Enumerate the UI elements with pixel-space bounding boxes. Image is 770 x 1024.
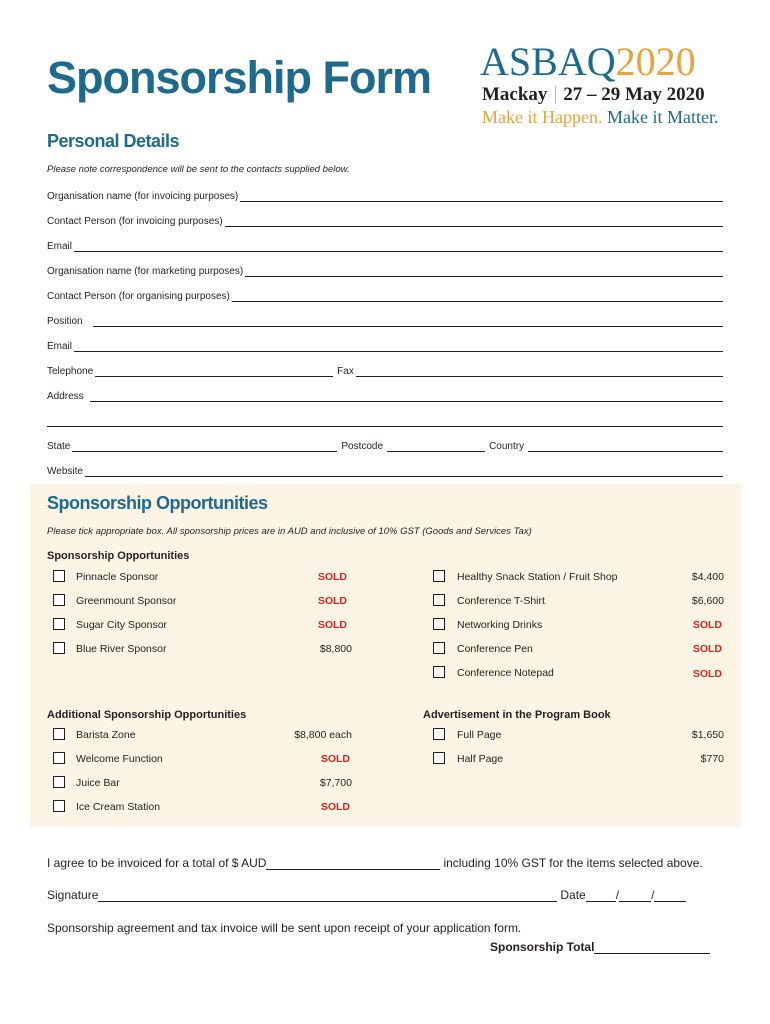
email-input-1[interactable] xyxy=(74,240,723,252)
logo-asbaq-text: ASBAQ xyxy=(480,39,616,84)
sponsorship-note: Please tick appropriate box. All sponsorship prices are in AUD and inclusive of 10% GST (Goods and Services Tax) xyxy=(47,526,532,537)
checkbox-full-page[interactable] xyxy=(433,728,445,740)
option-label: Juice Bar xyxy=(76,777,120,789)
org-marketing-input[interactable] xyxy=(245,265,723,277)
sponsorship-total-input[interactable] xyxy=(594,940,710,954)
event-location: Mackay xyxy=(482,84,548,105)
option-price: SOLD xyxy=(317,595,347,607)
option-label: Half Page xyxy=(457,753,504,765)
website-field xyxy=(47,461,723,477)
date-slash-1: / xyxy=(615,888,620,902)
location-separator: | xyxy=(553,84,558,105)
asbaq-logo xyxy=(480,40,696,84)
org-marketing-label: Organisation name (for marketing purposes) xyxy=(47,266,244,277)
sponsorship-total-row xyxy=(490,940,710,954)
telephone-fax-row xyxy=(47,361,723,377)
fax-input[interactable] xyxy=(356,365,723,377)
tagline-part-a: Make it Happen. xyxy=(482,107,603,127)
agree-suffix: including 10% GST for the items selected above. xyxy=(443,856,703,870)
option-price: SOLD xyxy=(320,801,350,813)
sponsorship-group-heading: Sponsorship Opportunities xyxy=(47,550,190,562)
option-label: Full Page xyxy=(457,729,502,741)
option-label: Welcome Function xyxy=(76,753,163,765)
address-input-2[interactable] xyxy=(47,415,723,427)
address-label: Address xyxy=(47,391,84,402)
checkbox-sugar-city[interactable] xyxy=(53,618,65,630)
option-price: $8,800 xyxy=(319,643,352,655)
checkbox-blue-river[interactable] xyxy=(53,642,65,654)
advert-heading: Advertisement in the Program Book xyxy=(423,709,611,721)
contact-invoicing-field xyxy=(47,211,723,227)
website-label: Website xyxy=(47,466,83,477)
signature-input[interactable] xyxy=(98,888,557,902)
state-input[interactable] xyxy=(72,440,337,452)
option-label: Ice Cream Station xyxy=(76,801,161,813)
state-postcode-country-row xyxy=(47,436,723,452)
sponsorship-heading: Sponsorship Opportunities xyxy=(47,493,268,513)
website-input[interactable] xyxy=(85,465,723,477)
option-label: Conference T-Shirt xyxy=(457,595,545,607)
checkbox-healthy-snack[interactable] xyxy=(433,570,445,582)
email-field-2 xyxy=(47,336,723,352)
option-label: Networking Drinks xyxy=(457,619,543,631)
date-slash-2: / xyxy=(651,888,655,902)
option-price: $4,400 xyxy=(691,571,724,583)
position-input[interactable] xyxy=(93,315,723,327)
checkbox-conference-notepad[interactable] xyxy=(433,666,445,678)
country-label: Country xyxy=(489,441,525,452)
checkbox-networking-drinks[interactable] xyxy=(433,618,445,630)
address-field xyxy=(47,386,723,402)
address-input[interactable] xyxy=(90,390,723,402)
option-label: Barista Zone xyxy=(76,729,136,741)
sponsorship-total-label: Sponsorship Total xyxy=(490,940,595,954)
org-invoicing-field xyxy=(47,186,723,202)
contact-invoicing-input[interactable] xyxy=(225,215,723,227)
org-marketing-field xyxy=(47,261,723,277)
postcode-input[interactable] xyxy=(387,440,485,452)
email-field-1 xyxy=(47,236,723,252)
checkbox-conference-tshirt[interactable] xyxy=(433,594,445,606)
checkbox-juice-bar[interactable] xyxy=(53,776,65,788)
date-month-input[interactable] xyxy=(619,888,651,902)
signature-label: Signature xyxy=(47,888,99,902)
state-label: State xyxy=(47,441,71,452)
date-year-input[interactable] xyxy=(654,888,686,902)
option-price: $6,600 xyxy=(691,595,724,607)
checkbox-welcome-function[interactable] xyxy=(53,752,65,764)
option-label: Conference Notepad xyxy=(457,667,554,679)
country-input[interactable] xyxy=(528,440,723,452)
address-line-2 xyxy=(47,411,723,427)
checkbox-pinnacle[interactable] xyxy=(53,570,65,582)
fax-label: Fax xyxy=(337,366,354,377)
position-label: Position xyxy=(47,316,83,327)
option-price: SOLD xyxy=(692,643,722,655)
option-price: $1,650 xyxy=(691,729,724,741)
contact-invoicing-label: Contact Person (for invoicing purposes) xyxy=(47,216,223,227)
checkbox-barista-zone[interactable] xyxy=(53,728,65,740)
email-label-2: Email xyxy=(47,341,73,352)
total-amount-input[interactable] xyxy=(266,856,440,870)
option-price: $770 xyxy=(700,753,724,765)
org-invoicing-label: Organisation name (for invoicing purposes) xyxy=(47,191,239,202)
option-price: SOLD xyxy=(320,753,350,765)
agree-row xyxy=(47,856,703,870)
receipt-note: Sponsorship agreement and tax invoice will be sent upon receipt of your application form. xyxy=(47,921,522,935)
checkbox-ice-cream-station[interactable] xyxy=(53,800,65,812)
checkbox-greenmount[interactable] xyxy=(53,594,65,606)
option-label: Healthy Snack Station / Fruit Shop xyxy=(457,571,618,583)
signature-row xyxy=(47,888,686,902)
checkbox-conference-pen[interactable] xyxy=(433,642,445,654)
telephone-label: Telephone xyxy=(47,366,94,377)
contact-organising-input[interactable] xyxy=(232,290,723,302)
option-price: SOLD xyxy=(692,668,722,680)
position-field xyxy=(47,311,723,327)
event-dates: 27 – 29 May 2020 xyxy=(563,84,705,105)
option-price: $8,800 each xyxy=(294,729,352,741)
event-location-dates xyxy=(482,84,705,106)
event-tagline xyxy=(482,107,718,128)
option-label: Conference Pen xyxy=(457,643,533,655)
contact-organising-label: Contact Person (for organising purposes) xyxy=(47,291,230,302)
option-price: $7,700 xyxy=(319,777,352,789)
telephone-input[interactable] xyxy=(95,365,333,377)
email-label-1: Email xyxy=(47,241,73,252)
tagline-part-b: Make it Matter. xyxy=(606,107,719,127)
option-label: Pinnacle Sponsor xyxy=(76,571,159,583)
checkbox-half-page[interactable] xyxy=(433,752,445,764)
logo-year-text: 2020 xyxy=(615,39,696,84)
additional-heading: Additional Sponsorship Opportunities xyxy=(47,709,247,721)
date-label: Date xyxy=(560,888,586,902)
option-price: SOLD xyxy=(317,571,347,583)
agree-prefix: I agree to be invoiced for a total of $ AUD xyxy=(47,856,267,870)
option-price: SOLD xyxy=(317,619,347,631)
personal-details-note: Please note correspondence will be sent to the contacts supplied below. xyxy=(47,164,350,175)
date-day-input[interactable] xyxy=(586,888,616,902)
postcode-label: Postcode xyxy=(341,441,384,452)
personal-details-heading: Personal Details xyxy=(47,131,180,151)
org-invoicing-input[interactable] xyxy=(240,190,723,202)
page-title: Sponsorship Form xyxy=(47,52,432,103)
option-label: Greenmount Sponsor xyxy=(76,595,177,607)
option-label: Sugar City Sponsor xyxy=(76,619,168,631)
email-input-2[interactable] xyxy=(74,340,723,352)
option-label: Blue River Sponsor xyxy=(76,643,167,655)
contact-organising-field xyxy=(47,286,723,302)
option-price: SOLD xyxy=(692,619,722,631)
